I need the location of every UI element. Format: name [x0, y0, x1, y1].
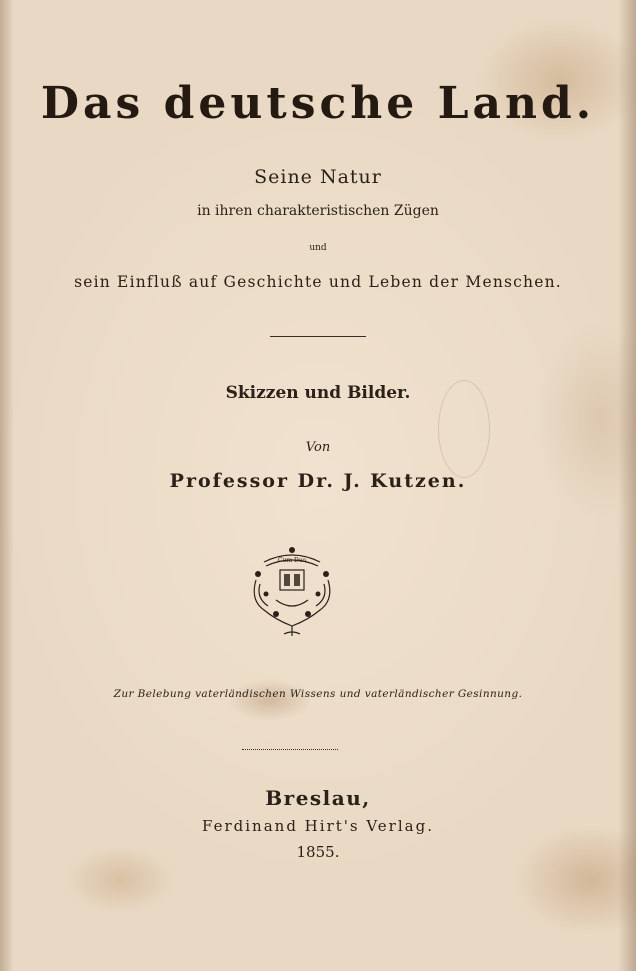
subtitle-line-3: und [309, 243, 327, 253]
publisher-device-emblem-icon [246, 540, 338, 640]
publication-year: 1855. [296, 843, 340, 861]
section-heading: Skizzen und Bilder. [225, 383, 411, 403]
subtitle-line-1: Seine Natur [254, 166, 382, 188]
book-title: Das deutsche Land. [40, 78, 596, 129]
divider-rule [270, 336, 366, 337]
publisher-name: Ferdinand Hirt's Verlag. [202, 817, 434, 835]
dedication-line: Zur Belebung vaterländischen Wissens und vaterländischer Gesinnung. [113, 688, 523, 700]
subtitle-line-2: in ihren charakteristischen Zügen [197, 203, 439, 219]
publication-city: Breslau, [265, 786, 371, 810]
author-name: Professor Dr. J. Kutzen. [169, 470, 467, 492]
subtitle-line-4: sein Einfluß auf Geschichte und Leben der Menschen. [74, 273, 562, 291]
emblem-motto: Cum Deo [277, 557, 307, 564]
by-label: Von [305, 440, 331, 455]
dotted-divider-rule [242, 749, 338, 750]
